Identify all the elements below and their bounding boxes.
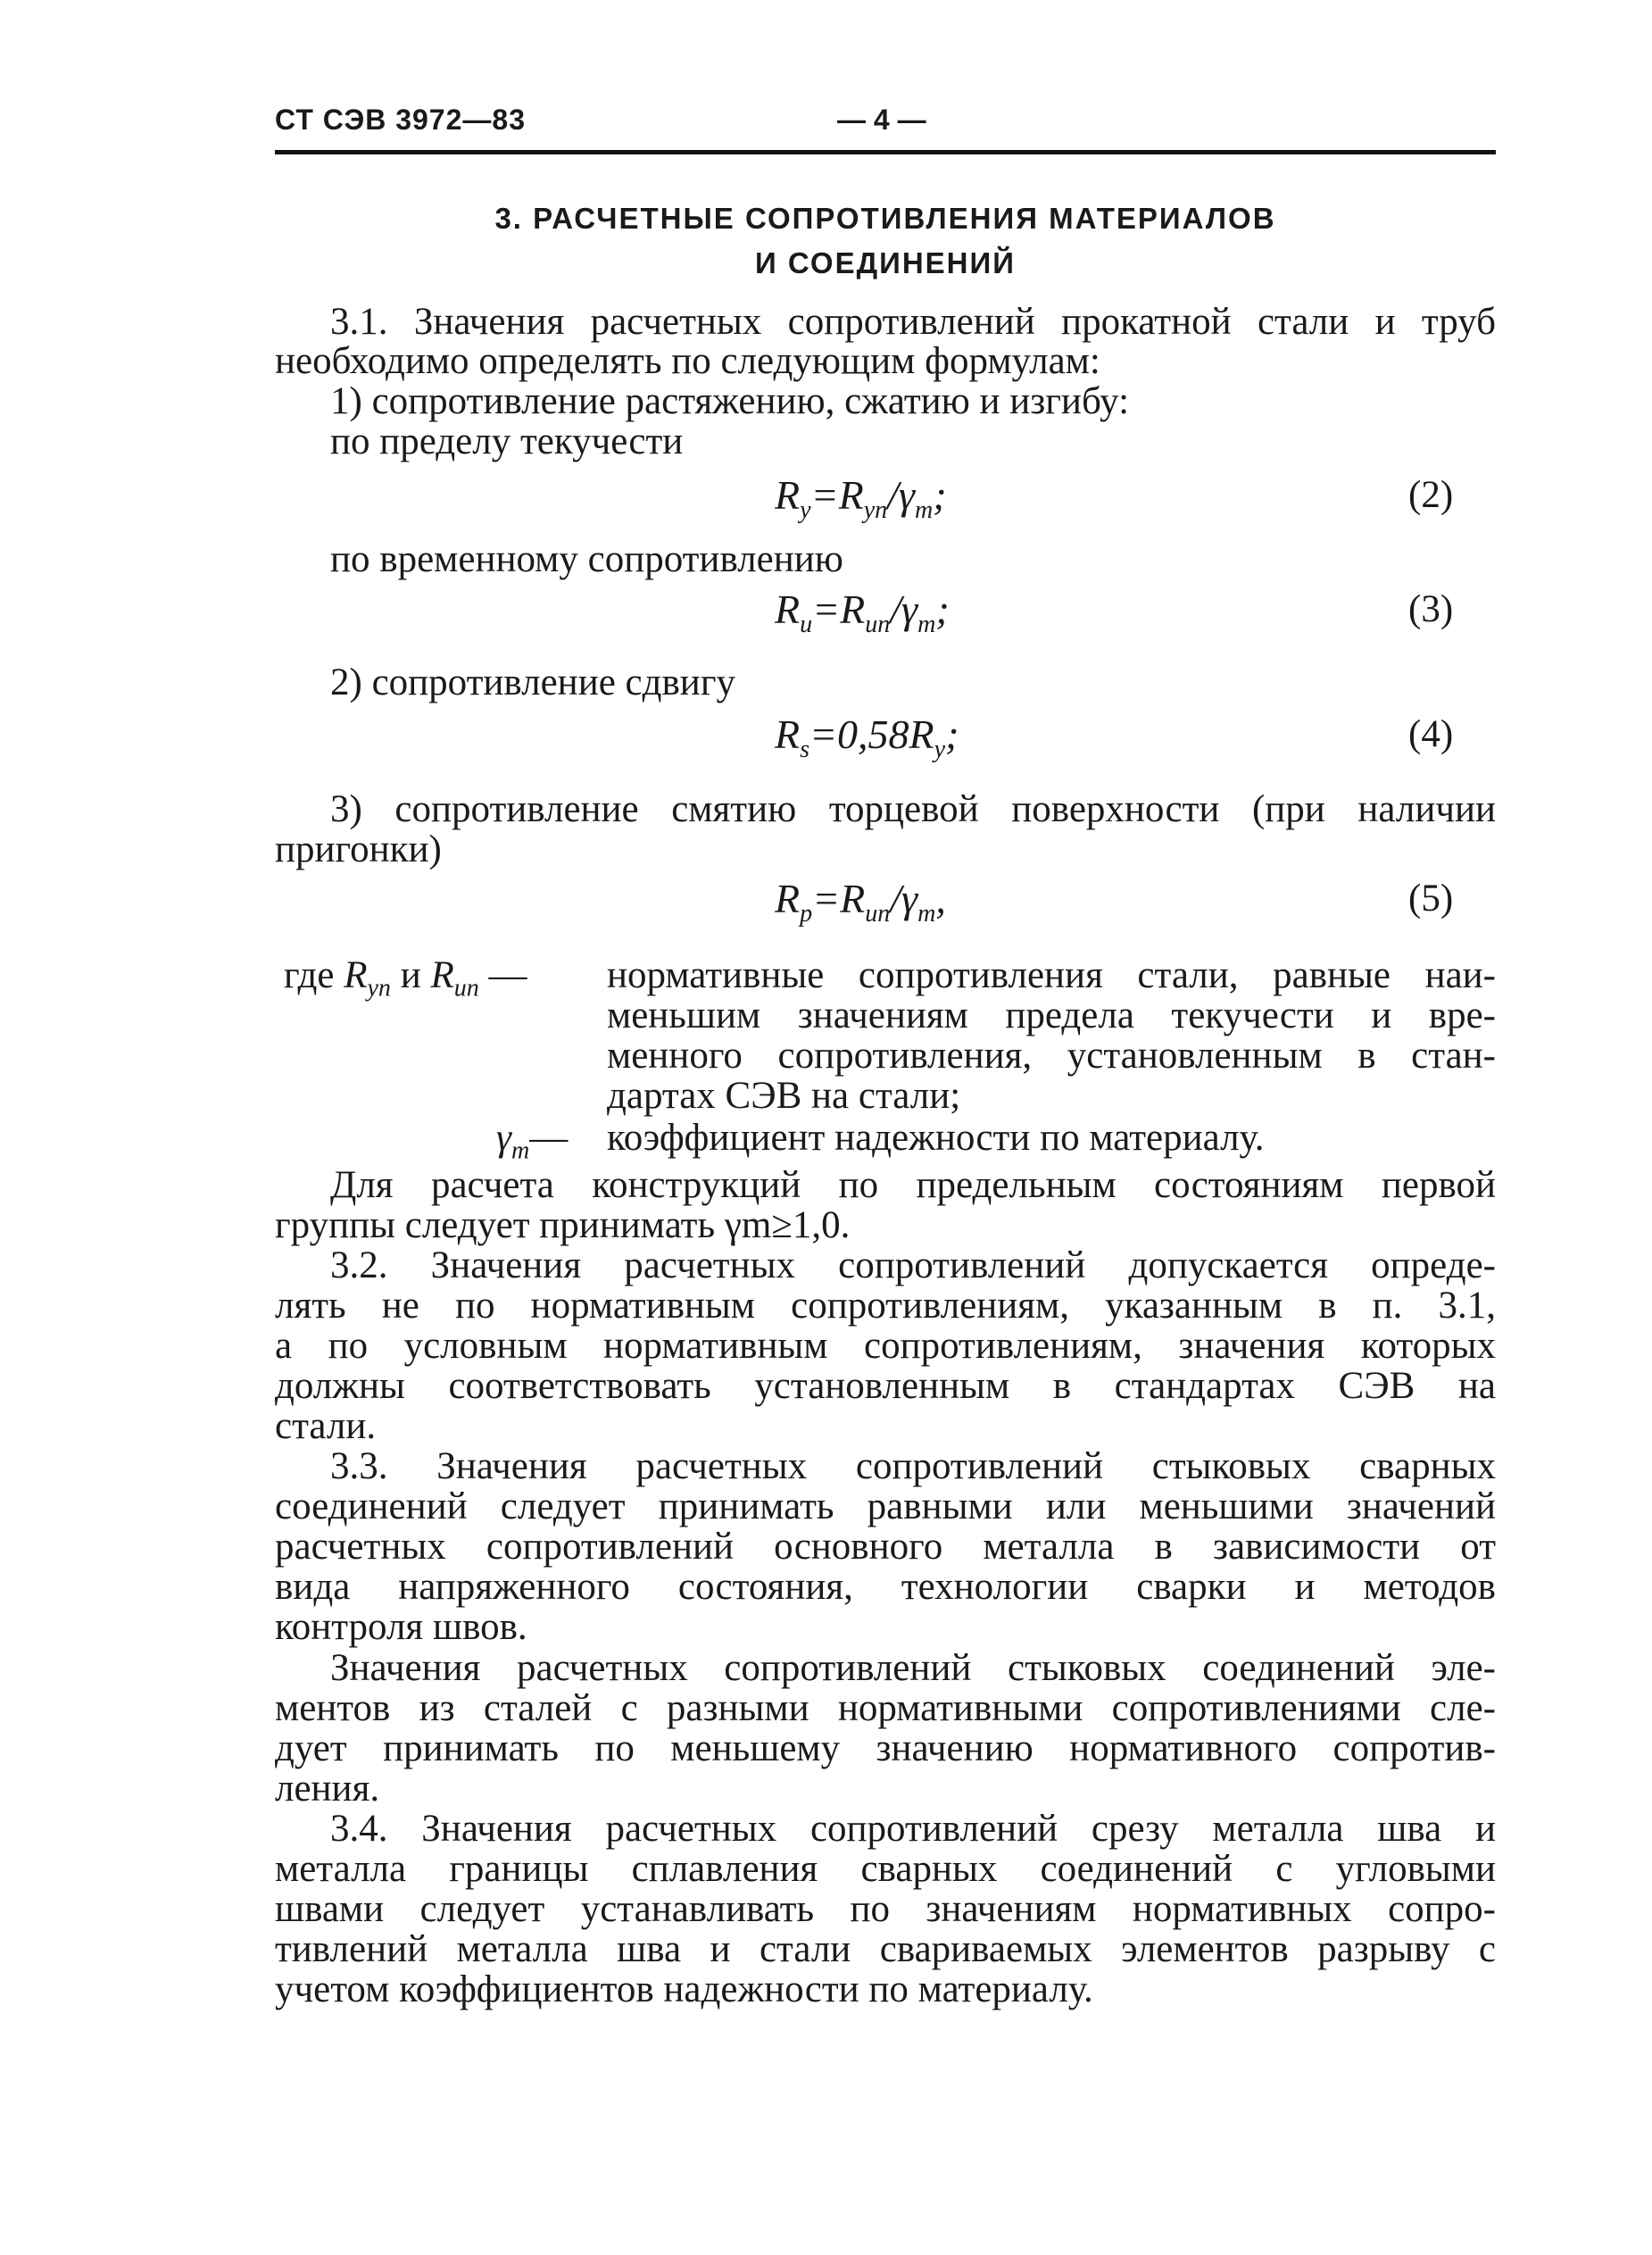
p-calc-line-2: группы следует принимать γm≥1,0. [275,1204,851,1246]
p33-line-5: контроля швов. [275,1606,527,1648]
p33b-line-1: Значения расчетных сопротивлений стыковых соединений эле- [330,1647,1496,1689]
formula-4-number: (4) [1408,713,1454,755]
p33b-line-2: ментов из сталей с разными нормативными сопротивлениями сле- [275,1687,1496,1729]
p31-item-1: 1) сопротивление растяжению, сжатию и изгибу: [330,380,1130,422]
p33-line-3: расчетных сопротивлений основного металла в зависимости от [275,1526,1496,1568]
p34-line-5: учетом коэффициентов надежности по материалу. [275,1968,1093,2010]
where-def-1-line-2: меньшим значениям предела текучести и вре- [607,994,1496,1036]
p31-item-3-line-2: пригонки) [275,828,442,870]
formula-4: $R_s=0,58R_y$; [775,711,959,764]
section-title [275,196,1496,286]
p31-item-3-line-1: 3) сопротивление смятию торцевой поверхности (при наличии [330,788,1496,830]
formula-5-number: (5) [1408,878,1454,919]
p32-line-3: а по условным нормативным сопротивлениям, значения которых [275,1325,1496,1367]
p31-line-1: 3.1. Значения расчетных сопротивлений прокатной стали и труб [330,301,1496,343]
p31-line-2: необходимо определять по следующим формулам: [275,340,1100,382]
formula-5: $R_p=R_{un}/\gamma_m$, [775,876,946,928]
where-def-2: коэффициент надежности по материалу. [607,1117,1265,1159]
p34-line-3: швами следует устанавливать по значениям нормативных сопро- [275,1888,1496,1930]
p34-line-4: тивлений металла шва и стали свариваемых элементов разрыву с [275,1928,1496,1970]
page-number: — 4 — [837,104,926,136]
where-def-1-line-1: нормативные сопротивления стали, равные наи- [607,954,1496,996]
where-gamma-symbol: $\gamma_m—$ [496,1117,569,1165]
p32-line-2: лять не по нормативным сопротивлениям, указанным в п. 3.1, [275,1285,1496,1327]
p33-line-1: 3.3. Значения расчетных сопротивлений стыковых сварных [330,1445,1496,1487]
p33b-line-4: ления. [275,1768,380,1810]
where-def-1-line-4: дартах СЭВ на стали; [607,1075,961,1117]
p33-line-2: соединений следует принимать равными или меньшими значений [275,1485,1496,1527]
section-title-line-1: 3. РАСЧЕТНЫЕ СОПРОТИВЛЕНИЯ МАТЕРИАЛОВ [494,202,1276,235]
p34-line-2: металла границы сплавления сварных соединений с угловыми [275,1848,1496,1890]
p31-temporary: по временному сопротивлению [330,538,843,580]
formula-3: $R_u=R_{un}/\gamma_m$; [775,587,950,639]
page-header [275,104,1496,157]
standard-code: СТ СЭВ 3972—83 [275,104,526,136]
p33b-line-3: дует принимать по меньшему значению нормативного сопротив- [275,1727,1496,1769]
p-calc-line-1: Для расчета конструкций по предельным состояниям первой [330,1164,1496,1206]
p32-line-5: стали. [275,1405,377,1447]
formula-2: $R_y=R_{yn}/\gamma_m$; [775,472,947,525]
where-def-1-line-3: менного сопротивления, установленным в стан- [607,1035,1496,1077]
p31-yield: по пределу текучести [330,420,684,462]
p33-line-4: вида напряженного состояния, технологии сварки и методов [275,1566,1496,1608]
section-title-line-2: И СОЕДИНЕНИЙ [755,246,1016,279]
p32-line-1: 3.2. Значения расчетных сопротивлений допускается опреде- [330,1244,1496,1286]
where-symbols: где $R_{yn}$ и $R_{un}$ — [284,954,527,1003]
p32-line-4: должны соответствовать установленным в стандартах СЭВ на [275,1365,1496,1407]
formula-3-number: (3) [1408,588,1454,630]
p31-item-2: 2) сопротивление сдвигу [330,662,735,703]
formula-2-number: (2) [1408,474,1454,516]
header-rule [275,150,1496,154]
p34-line-1: 3.4. Значения расчетных сопротивлений срезу металла шва и [330,1808,1496,1850]
